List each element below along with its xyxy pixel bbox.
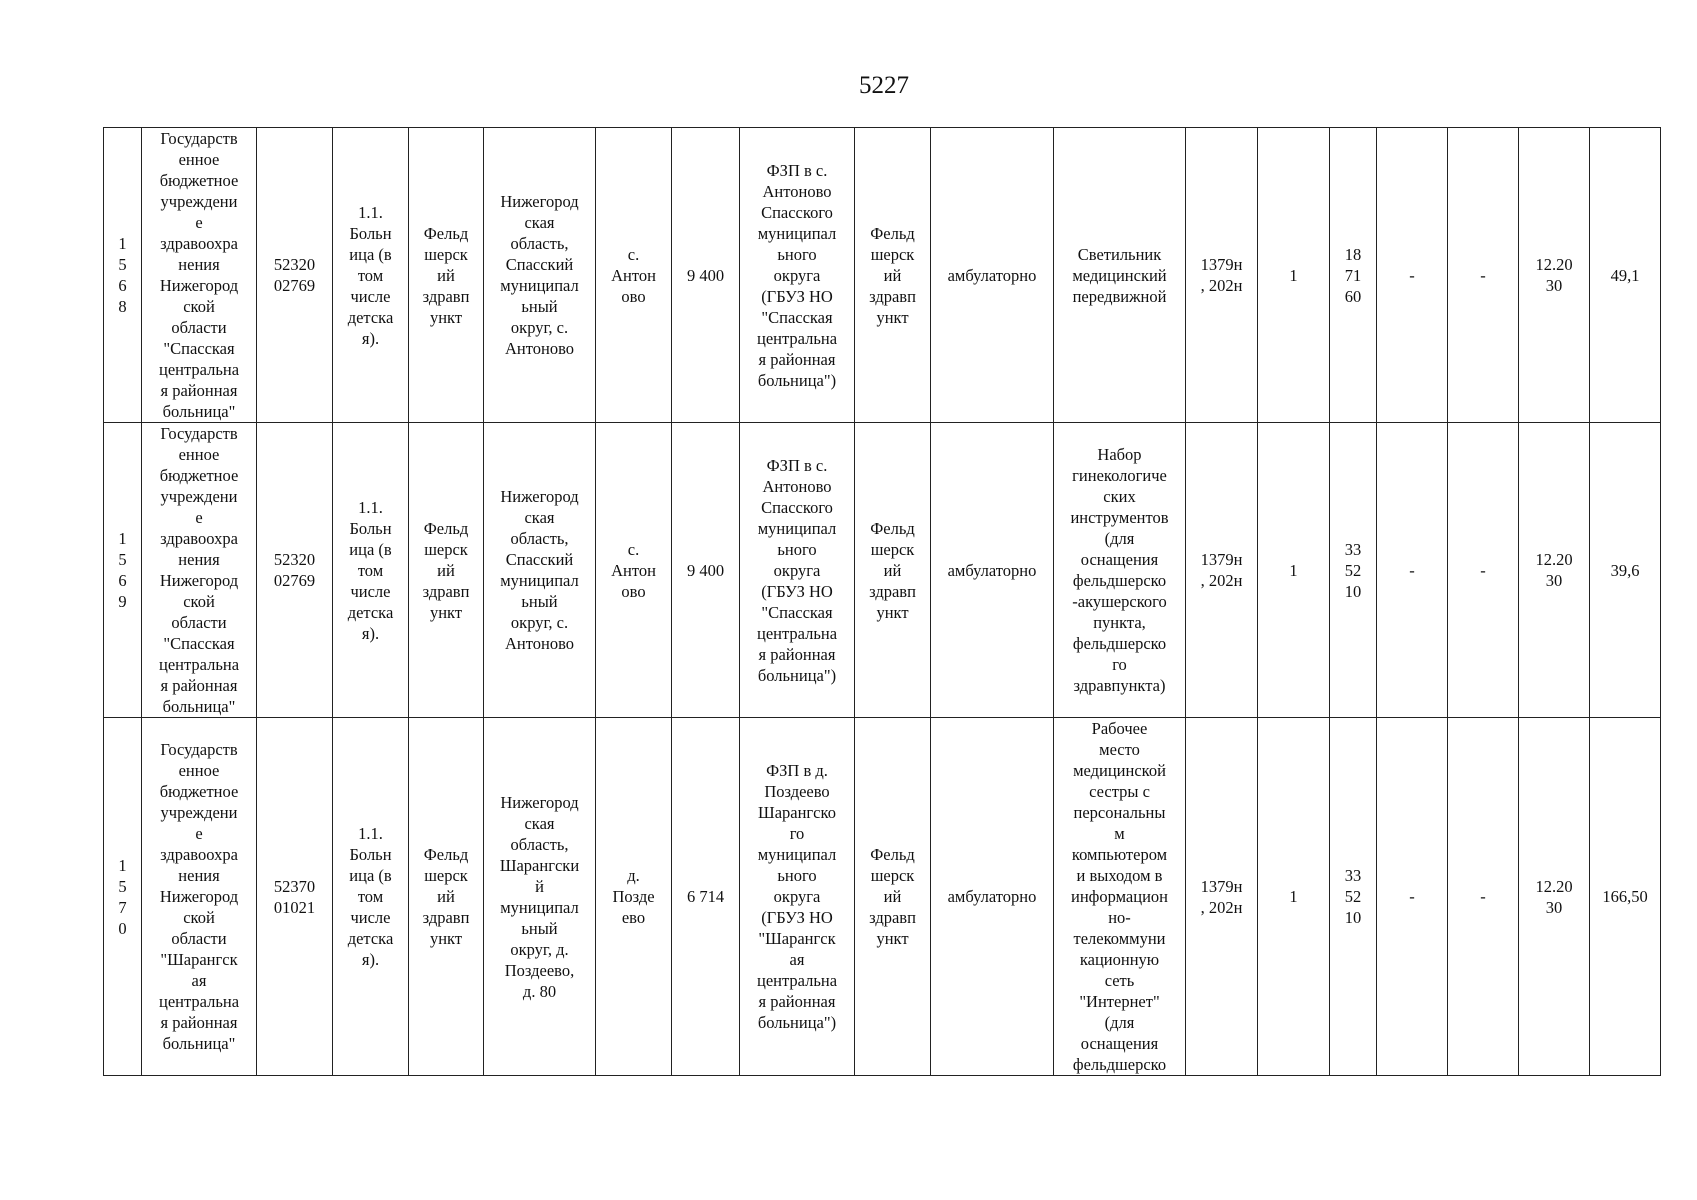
institution-cell: Государств енное бюджетное учреждени е здравоохра нения Нижегород ской области "Шарангск ая центральна я районная больница" [142, 718, 257, 1076]
quantity-cell: 1 [1258, 128, 1330, 423]
dash-cell: - [1377, 128, 1448, 423]
address-cell: Нижегород ская область, Шарангски й муниципал ьный округ, д. Поздеево, д. 80 [484, 718, 596, 1076]
inn-cell: 52320 02769 [257, 423, 333, 718]
address-cell: Нижегород ская область, Спасский муниципал ьный округ, с. Антоново [484, 423, 596, 718]
population-cell: 9 400 [672, 423, 740, 718]
settlement-cell: с. Антон ово [596, 423, 672, 718]
row-number-cell: 1 5 7 0 [104, 718, 142, 1076]
equipment-cell: Набор гинекологиче ских инструментов (для оснащения фельдшерско -акушерского пункта, фельдшерско го здравпункта) [1054, 423, 1186, 718]
table-row [104, 128, 1661, 423]
settlement-cell: д. Позде ево [596, 718, 672, 1076]
page-number: 5227 [859, 72, 909, 99]
table-row [104, 423, 1661, 718]
order-cell: 1379н , 202н [1186, 718, 1258, 1076]
code-cell: 33 52 10 [1330, 718, 1377, 1076]
facility-cell: ФЗП в д. Поздеево Шарангско го муниципал ьного округа (ГБУЗ НО "Шарангск ая центральна я районная больница") [740, 718, 855, 1076]
date-cell: 12.20 30 [1519, 718, 1590, 1076]
unit-type-cell: Фельд шерск ий здравп ункт [409, 718, 484, 1076]
order-cell: 1379н , 202н [1186, 128, 1258, 423]
code-cell: 18 71 60 [1330, 128, 1377, 423]
category-cell: 1.1. Больн ица (в том числе детска я). [333, 718, 409, 1076]
settlement-cell: с. Антон ово [596, 128, 672, 423]
price-cell: 49,1 [1590, 128, 1661, 423]
institution-cell: Государств енное бюджетное учреждени е здравоохра нения Нижегород ской области "Спасская центральна я районная больница" [142, 128, 257, 423]
row-number-cell: 1 5 6 8 [104, 128, 142, 423]
care-form-cell: амбулаторно [931, 423, 1054, 718]
category-cell: 1.1. Больн ица (в том числе детска я). [333, 128, 409, 423]
quantity-cell: 1 [1258, 423, 1330, 718]
population-cell: 6 714 [672, 718, 740, 1076]
dash-cell: - [1448, 423, 1519, 718]
facility-cell: ФЗП в с. Антоново Спасского муниципал ьного округа (ГБУЗ НО "Спасская центральна я районная больница") [740, 423, 855, 718]
facility-cell: ФЗП в с. Антоново Спасского муниципал ьного округа (ГБУЗ НО "Спасская центральна я районная больница") [740, 128, 855, 423]
date-cell: 12.20 30 [1519, 423, 1590, 718]
order-cell: 1379н , 202н [1186, 423, 1258, 718]
equipment-cell: Светильник медицинский передвижной [1054, 128, 1186, 423]
equipment-table [103, 127, 1661, 1076]
dash-cell: - [1377, 718, 1448, 1076]
row-number-cell: 1 5 6 9 [104, 423, 142, 718]
unit-type-cell: Фельд шерск ий здравп ункт [409, 423, 484, 718]
table-row [104, 718, 1661, 1076]
address-cell: Нижегород ская область, Спасский муниципал ьный округ, с. Антоново [484, 128, 596, 423]
price-cell: 166,50 [1590, 718, 1661, 1076]
price-cell: 39,6 [1590, 423, 1661, 718]
care-form-cell: амбулаторно [931, 128, 1054, 423]
population-cell: 9 400 [672, 128, 740, 423]
date-cell: 12.20 30 [1519, 128, 1590, 423]
category-cell: 1.1. Больн ица (в том числе детска я). [333, 423, 409, 718]
dash-cell: - [1377, 423, 1448, 718]
inn-cell: 52370 01021 [257, 718, 333, 1076]
facility-type-cell: Фельд шерск ий здравп ункт [855, 128, 931, 423]
quantity-cell: 1 [1258, 718, 1330, 1076]
unit-type-cell: Фельд шерск ий здравп ункт [409, 128, 484, 423]
dash-cell: - [1448, 128, 1519, 423]
code-cell: 33 52 10 [1330, 423, 1377, 718]
facility-type-cell: Фельд шерск ий здравп ункт [855, 423, 931, 718]
institution-cell: Государств енное бюджетное учреждени е здравоохра нения Нижегород ской области "Спасская центральна я районная больница" [142, 423, 257, 718]
dash-cell: - [1448, 718, 1519, 1076]
equipment-cell: Рабочее место медицинской сестры с персональны м компьютером и выходом в информацион но- телекоммуни кационную сеть "Интернет" (для оснащения фельдшерско [1054, 718, 1186, 1076]
inn-cell: 52320 02769 [257, 128, 333, 423]
care-form-cell: амбулаторно [931, 718, 1054, 1076]
facility-type-cell: Фельд шерск ий здравп ункт [855, 718, 931, 1076]
